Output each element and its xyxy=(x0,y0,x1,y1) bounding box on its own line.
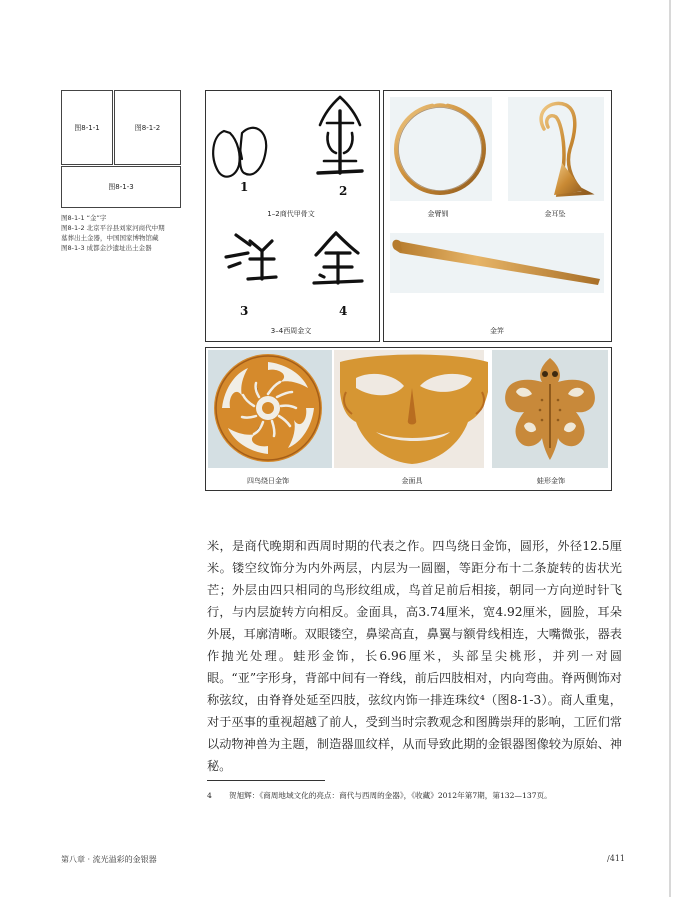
oracle-char-1-left-loop xyxy=(213,131,239,177)
char-number-4: 4 xyxy=(339,304,348,318)
thumb-fig-8-1-1 xyxy=(61,90,113,165)
caption-frog: 蛙形金饰 xyxy=(537,477,565,485)
running-footer-chapter: 第八章 · 流光溢彩的金银器 xyxy=(61,855,157,864)
figure-captions xyxy=(61,213,201,253)
caption-bronze-script: 3–4西周金文 xyxy=(270,327,312,335)
footnote-rule xyxy=(207,780,325,781)
thumb-fig-8-1-3 xyxy=(61,166,181,208)
caption-line: 图8-1-1 “金”字 xyxy=(61,214,107,222)
thumb-label: 图8-1-1 xyxy=(74,123,100,132)
caption-hairpin: 金笄 xyxy=(490,327,504,335)
frog-right-eye xyxy=(552,371,558,377)
earring-background xyxy=(508,97,604,201)
char-number-3: 3 xyxy=(240,304,249,318)
char-number-1: 1 xyxy=(240,180,249,194)
jinsha-gold-objects xyxy=(206,348,610,488)
caption-oracle-bone: 1–2商代甲骨文 xyxy=(267,210,315,218)
footnote xyxy=(207,790,627,802)
frog-left-eye xyxy=(542,371,548,377)
page-edge-line xyxy=(669,0,671,897)
caption-sun-bird: 四鸟绕日金饰 xyxy=(247,477,289,485)
caption-line: 墓葬出土金器，中国国家博物馆藏 xyxy=(61,234,159,242)
page-number: /411 xyxy=(607,854,625,863)
footnote-text: 贺旭辉：《商周地域文化的亮点：商代与西周的金器》，《收藏》2012年第7期，第132—137页。 xyxy=(229,791,552,800)
footnote-number: 4 xyxy=(207,791,212,800)
caption-gold-mask: 金面具 xyxy=(401,477,423,485)
oracle-char-1-right-loop xyxy=(240,128,266,175)
thumb-label: 图8-1-2 xyxy=(134,123,161,132)
body-paragraph: 米，是商代晚期和西周时期的代表之作。四鸟绕日金饰，圆形，外径12.5厘米。镂空纹饰分为内外两层，内层为一圆圈，等距分布十二条旋转的齿状光芒；外层由四只相同的鸟形纹组成，鸟首足前后相接，朝同一方向逆时针飞行，与内层旋转方向相反。金面具，高3.74厘米，宽4.92厘米，圆脸，耳朵外展，耳廓清晰。双眼镂空，鼻梁高直，鼻翼与额骨线相连，大嘴微张，器表作抛光处理。蛙形金饰，长6.96厘米，头部呈尖桃形，并列一对圆眼。“亚”字形身，背部中间有一脊线，前后四肢相对，内向弯曲。脊两侧饰对称弦纹，由脊脊处延至四肢，弦纹内饰一排连珠纹⁴（图8-1-3）。商人重鬼，对于巫事的重视超越了前人，受到当时宗教观念和图腾崇拜的影响，工匠们常以动物神兽为主题，制造器皿纹样，从而导致此期的金银器图像较为原始、神秘。 xyxy=(207,539,622,773)
caption-armlet: 金臂钏 xyxy=(427,210,449,218)
thumb-fig-8-1-2 xyxy=(114,90,181,165)
char-number-2: 2 xyxy=(339,184,348,198)
caption-line: 图8-1-3 成都金沙遗址出土金器 xyxy=(61,244,152,252)
caption-earring: 金耳坠 xyxy=(544,210,566,218)
armlet-background xyxy=(390,97,492,201)
liujiahe-gold-objects xyxy=(384,91,610,339)
thumb-label: 图8-1-3 xyxy=(108,183,134,191)
caption-line: 图8-1-2 北京平谷县刘家河商代中期 xyxy=(61,224,165,232)
